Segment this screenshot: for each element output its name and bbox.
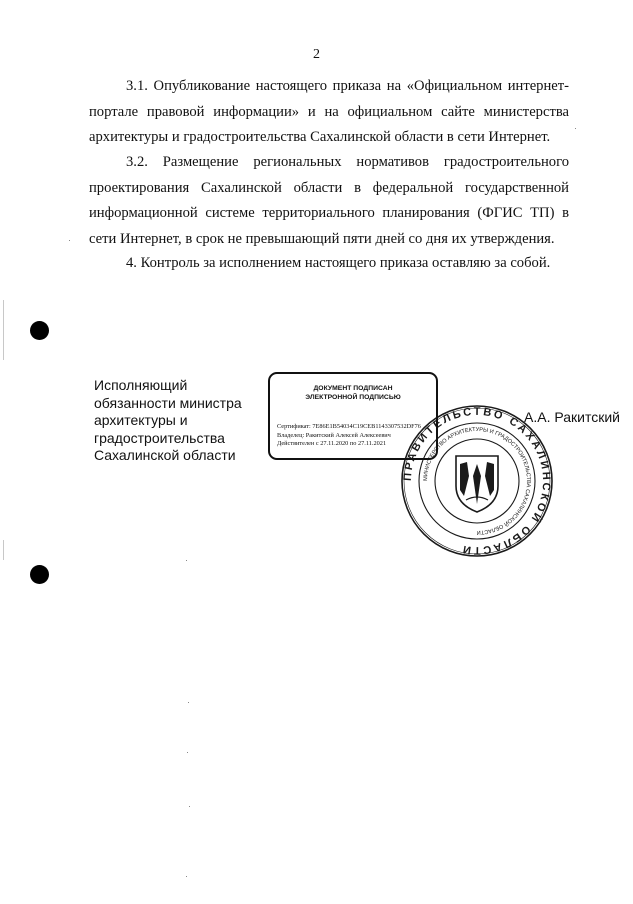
signer-position-line: Сахалинской области — [94, 447, 236, 463]
paragraph-text: 4. Контроль за исполнением настоящего приказа оставляю за собой. — [126, 255, 551, 271]
scan-mark — [69, 240, 70, 241]
seal-inner-text: МИНИСТЕРСТВО АРХИТЕКТУРЫ И ГРАДОСТРОИТЕЛЬСТВА САХАЛИНСКОЙ ОБЛАСТИ — [422, 426, 532, 536]
esig-owner: Владелец: Ракитский Алексей Алексеевич — [277, 431, 391, 439]
esig-title-line: ЭЛЕКТРОННОЙ ПОДПИСЬЮ — [305, 394, 401, 401]
paragraph-4 — [89, 251, 569, 277]
punch-hole — [30, 565, 49, 584]
signer-position-line: градостроительства — [94, 429, 225, 446]
signer-name: А.А. Ракитский — [524, 409, 620, 425]
scan-mark — [187, 752, 188, 753]
esig-title-line: ДОКУМЕНТ ПОДПИСАН — [313, 385, 393, 392]
signer-position-line: Исполняющий — [94, 377, 188, 393]
paragraph-text: 3.2. Размещение региональных нормативов градостроительного проектирования Сахалинской области в федеральной государственной информационной системе территориального планирования (ФГИС ТП) в сети Интернет, в срок не превышающий пяти дней со дня их утверждения. — [89, 154, 569, 247]
electronic-signature-stamp — [268, 372, 438, 460]
signer-position — [94, 377, 269, 465]
scan-mark — [575, 128, 576, 129]
scan-mark — [3, 300, 4, 360]
page-number: 2 — [313, 47, 320, 62]
scan-mark — [186, 876, 187, 877]
scan-mark — [188, 702, 189, 703]
signer-position-line: обязанности министра — [94, 394, 242, 411]
scan-mark — [189, 806, 190, 807]
signer-position-line: архитектуры и — [94, 412, 188, 428]
esig-certificate: Сертификат: 7E86E1B54034C19CEB1143307532DF76 — [277, 423, 421, 430]
esig-validity: Действителен с 27.11.2020 по 27.11.2021 — [277, 440, 387, 447]
coat-of-arms-icon — [456, 456, 498, 512]
paragraph-3-1 — [89, 74, 569, 151]
scan-mark — [3, 540, 4, 560]
paragraph-3-2 — [89, 150, 569, 252]
seal-outer-text: ПРАВИТЕЛЬСТВО САХАЛИНСКОЙ ОБЛАСТИ — [401, 405, 553, 557]
paragraph-text: 3.1. Опубликование настоящего приказа на «Официальном интернет-портале правовой информации» и на официальном сайте министерства архитектуры и градостроительства Сахалинской области в сети Интернет. — [89, 78, 569, 145]
scan-mark — [186, 560, 187, 561]
punch-hole — [30, 321, 49, 340]
